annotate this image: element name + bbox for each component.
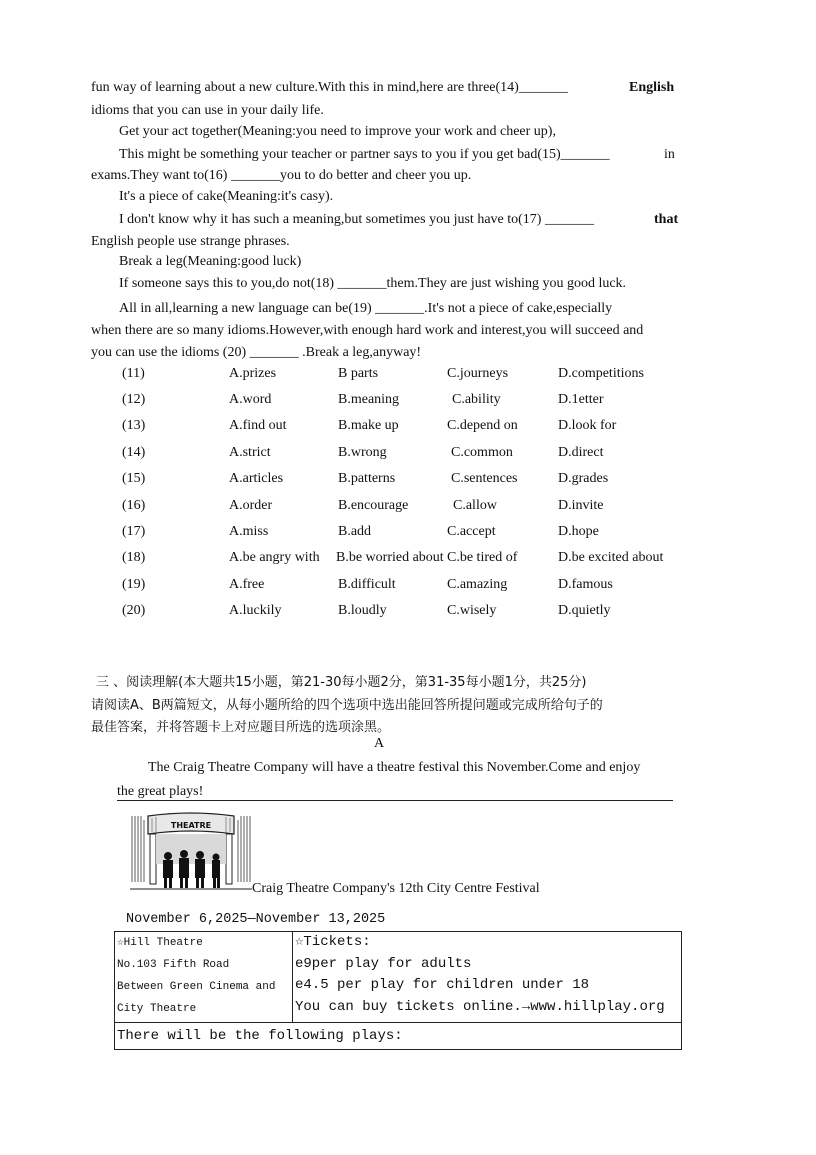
question-number: (17): [122, 524, 146, 539]
question-number: (16): [122, 498, 146, 513]
option-b: B.patterns: [338, 471, 396, 486]
option-row: [0, 418, 816, 440]
passage-line-2: idioms that you can use in your daily life.: [91, 103, 324, 118]
option-c: C.ability: [452, 392, 501, 407]
option-row: [0, 366, 816, 388]
passage-line-11: All in all,learning a new language can be(19) _______.It's not a piece of cake,especially: [119, 301, 613, 316]
table-row: [115, 1023, 682, 1050]
option-a: A.order: [229, 498, 273, 513]
option-c: C.sentences: [451, 471, 518, 486]
passage-line-6: It's a piece of cake(Meaning:it's casy).: [119, 189, 334, 204]
passage-line-8: English people use strange phrases.: [91, 234, 290, 249]
question-number: (15): [122, 471, 146, 486]
option-d: D.be excited about: [558, 550, 664, 565]
festival-dates: November 6,2025—November 13,2025: [126, 912, 386, 927]
section-instructions-1: 请阅读A、B两篇短文，从每小题所给的四个选项中选出能回答所提问题或完成所给句子的: [91, 698, 603, 713]
festival-info-table: [114, 931, 682, 1050]
tickets-child-price: e4.5 per play for children under 18: [295, 977, 590, 993]
tickets-heading: ☆Tickets:: [295, 934, 371, 950]
passage-line-10: If someone says this to you,do not(18) _______them.They are just wishing you good luck.: [119, 276, 627, 291]
question-number: (20): [122, 603, 146, 618]
option-d: D.look for: [558, 418, 617, 433]
option-row: [0, 550, 816, 572]
plays-footer: There will be the following plays:: [117, 1028, 403, 1044]
option-row: [0, 471, 816, 493]
option-row: [0, 524, 816, 546]
tickets-cell: [293, 932, 682, 1023]
passage-line-3: Get your act together(Meaning:you need to improve your work and cheer up),: [119, 124, 556, 139]
plays-footer-cell: [115, 1023, 682, 1050]
passage-line-1: [91, 78, 568, 98]
festival-title: Craig Theatre Company's 12th City Centre Festival: [252, 881, 540, 896]
theatre-illustration: [130, 812, 252, 892]
option-c: C.journeys: [447, 366, 509, 381]
option-d: D.invite: [558, 498, 604, 513]
option-b: B.make up: [338, 418, 399, 433]
option-d: D.direct: [558, 445, 604, 460]
option-c: C.allow: [453, 498, 497, 513]
passage-letter: A: [374, 736, 385, 751]
option-row: [0, 392, 816, 414]
option-b: B.encourage: [338, 498, 409, 513]
question-number: (14): [122, 445, 146, 460]
theatre-illustration-svg: [130, 812, 252, 892]
option-c: C.accept: [447, 524, 496, 539]
venue-location-2: City Theatre: [117, 1003, 197, 1015]
intro-line-1: The Craig Theatre Company will have a theatre festival this November.Come and enjoy: [148, 760, 641, 775]
option-row: [0, 603, 816, 625]
question-number: (18): [122, 550, 146, 565]
option-b: B.wrong: [338, 445, 387, 460]
venue-address: No.103 Fifth Road: [117, 959, 230, 971]
option-a: A.miss: [229, 524, 269, 539]
option-a: A.prizes: [229, 366, 277, 381]
option-a: A.strict: [229, 445, 271, 460]
option-b: B.difficult: [338, 577, 396, 592]
option-a: A.find out: [229, 418, 287, 433]
question-number: (12): [122, 392, 146, 407]
venue-name: ☆Hill Theatre: [117, 937, 203, 949]
option-row: [0, 498, 816, 520]
passage-line-7-end: that: [654, 212, 679, 227]
option-d: D.1etter: [558, 392, 604, 407]
passage-line-9: Break a leg(Meaning:good luck): [119, 254, 302, 269]
passage-line-7: I don't know why it has such a meaning,but sometimes you just have to(17) _______: [119, 212, 594, 227]
option-a: A.free: [229, 577, 265, 592]
option-c: C.wisely: [447, 603, 497, 618]
passage-line-4: This might be something your teacher or partner says to you if you get bad(15)_______: [119, 147, 610, 162]
marquee-sign: THEATRE: [170, 821, 212, 830]
passage-line-5: exams.They want to(16) _______you to do better and cheer you up.: [91, 168, 472, 183]
option-a: A.be angry with: [229, 550, 320, 565]
intro-line-2: the great plays!: [117, 784, 204, 799]
option-a: A.luckily: [229, 603, 282, 618]
intro-underline: [117, 800, 673, 801]
option-b: B.be worried about: [336, 550, 444, 565]
option-d: D.grades: [558, 471, 609, 486]
option-row: [0, 577, 816, 599]
option-b: B.loudly: [338, 603, 387, 618]
passage-line-1-text: fun way of learning about a new culture.With this in mind,here are three(14)_______: [91, 80, 568, 95]
option-c: C.amazing: [447, 577, 508, 592]
option-c: C.depend on: [447, 418, 518, 433]
section-instructions-2: 最佳答案，并将答题卡上对应题目所选的选项涂黑。: [91, 720, 391, 735]
passage-line-13: you can use the idioms (20) _______ .Break a leg,anyway!: [91, 345, 422, 360]
option-b: B.meaning: [338, 392, 400, 407]
passage-line-12: when there are so many idioms.However,with enough hard work and interest,you will succeed and: [91, 323, 644, 338]
option-d: D.competitions: [558, 366, 644, 381]
question-number: (13): [122, 418, 146, 433]
option-d: D.quietly: [558, 603, 611, 618]
option-b: B.add: [338, 524, 372, 539]
option-d: D.famous: [558, 577, 613, 592]
tickets-online: You can buy tickets online.→www.hillplay.org: [295, 998, 665, 1015]
option-d: D.hope: [558, 524, 599, 539]
venue-cell: [115, 932, 293, 1023]
question-number: (19): [122, 577, 146, 592]
passage-line-1-end: English: [629, 80, 675, 95]
tickets-adult-price: e9per play for adults: [295, 955, 472, 972]
section-title: 三 、阅读理解(本大题共15小题，第21-30每小题2分，第31-35每小题1分，共25分): [96, 675, 587, 690]
passage-line-4-end: in: [664, 147, 675, 162]
option-row: [0, 445, 816, 467]
option-a: A.articles: [229, 471, 284, 486]
option-a: A.word: [229, 392, 272, 407]
option-c: C.common: [451, 445, 513, 460]
table-row: [115, 932, 682, 1023]
option-b: B parts: [338, 366, 379, 381]
option-c: C.be tired of: [447, 550, 518, 565]
venue-location-1: Between Green Cinema and: [117, 981, 276, 993]
question-number: (11): [122, 366, 145, 381]
